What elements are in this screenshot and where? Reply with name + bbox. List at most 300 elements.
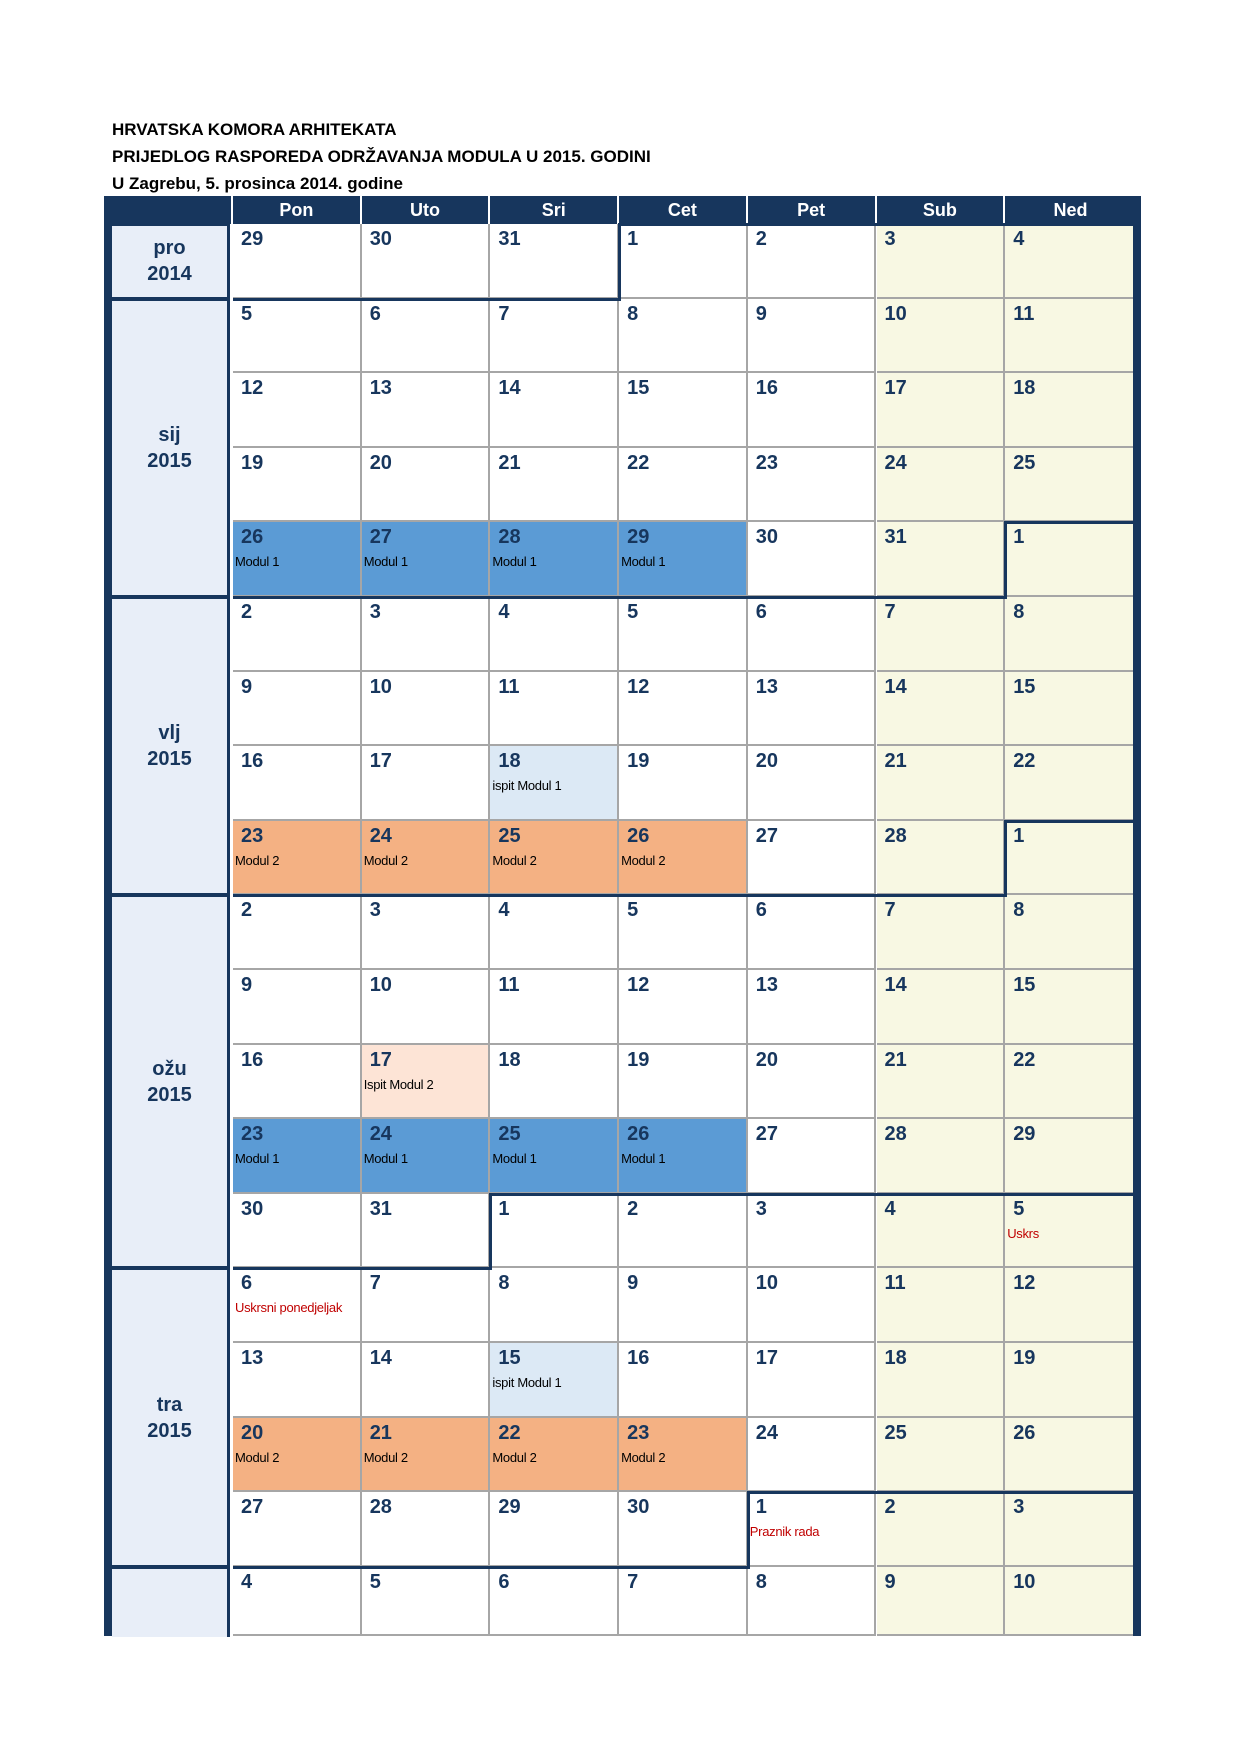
day-cell bbox=[362, 299, 491, 374]
day-number: 17 bbox=[369, 750, 392, 773]
day-cell bbox=[362, 1343, 491, 1418]
day-number: 3 bbox=[1013, 1496, 1025, 1519]
day-cell bbox=[877, 373, 1006, 448]
day-cell bbox=[1005, 821, 1133, 896]
day-cell bbox=[233, 448, 362, 523]
day-number: 22 bbox=[627, 451, 650, 474]
day-number: 29 bbox=[1013, 1123, 1036, 1146]
event-note: Modul 1 bbox=[621, 1151, 666, 1167]
day-number: 10 bbox=[369, 675, 392, 698]
day-number: 10 bbox=[884, 302, 907, 325]
day-cell bbox=[748, 1343, 877, 1418]
day-number: 26 bbox=[627, 824, 650, 847]
day-cell bbox=[490, 970, 619, 1045]
month-name: ožu bbox=[152, 1057, 187, 1080]
day-number: 8 bbox=[1013, 601, 1025, 623]
day-cell bbox=[1005, 672, 1133, 747]
day-cell bbox=[362, 1119, 491, 1194]
day-number: 10 bbox=[1013, 1570, 1036, 1593]
day-cell bbox=[619, 895, 748, 970]
month-year: 2015 bbox=[147, 449, 192, 472]
day-number: 4 bbox=[498, 899, 510, 922]
event-note: Modul 2 bbox=[492, 1449, 537, 1465]
month-year: 2015 bbox=[147, 1419, 192, 1442]
day-number: 6 bbox=[369, 302, 381, 325]
day-cell bbox=[362, 373, 491, 448]
day-cell bbox=[619, 1194, 748, 1269]
day-number: 26 bbox=[241, 526, 264, 549]
day-cell bbox=[233, 224, 362, 299]
day-number: 30 bbox=[369, 228, 392, 250]
day-number: 31 bbox=[369, 1197, 392, 1220]
day-cell bbox=[748, 1492, 877, 1567]
event-note: Modul 1 bbox=[492, 554, 537, 570]
day-cell bbox=[877, 1492, 1006, 1567]
day-cell bbox=[619, 746, 748, 821]
day-number: 23 bbox=[627, 1421, 650, 1444]
day-number: 24 bbox=[369, 1123, 392, 1146]
day-cell bbox=[619, 1268, 748, 1343]
day-number: 22 bbox=[1013, 750, 1036, 773]
day-cell bbox=[362, 1194, 491, 1269]
day-number: 18 bbox=[884, 1347, 907, 1369]
month-label-1 bbox=[112, 298, 230, 598]
day-cell bbox=[490, 1567, 619, 1636]
day-cell bbox=[748, 1194, 877, 1269]
day-number: 19 bbox=[1013, 1347, 1036, 1369]
day-number: 22 bbox=[498, 1421, 521, 1444]
day-cell bbox=[748, 970, 877, 1045]
event-note: Modul 2 bbox=[235, 1449, 280, 1465]
event-note: Modul 2 bbox=[621, 852, 666, 868]
day-number: 7 bbox=[884, 899, 896, 922]
event-note: Modul 2 bbox=[363, 1449, 408, 1465]
day-cell bbox=[233, 1418, 362, 1493]
month-boundary-4 bbox=[747, 1491, 750, 1569]
day-number: 5 bbox=[241, 302, 253, 325]
month-boundary-0 bbox=[233, 298, 619, 301]
month-label-3 bbox=[112, 894, 230, 1269]
day-number: 26 bbox=[627, 1123, 650, 1146]
day-cell bbox=[748, 597, 877, 672]
day-cell bbox=[490, 1194, 619, 1269]
day-number: 13 bbox=[241, 1347, 264, 1369]
month-year: 2015 bbox=[147, 748, 192, 771]
calendar-grid bbox=[104, 196, 1141, 1636]
event-note: Modul 1 bbox=[492, 1151, 537, 1167]
day-cell bbox=[233, 1045, 362, 1120]
day-number: 8 bbox=[498, 1272, 510, 1295]
event-note: Modul 2 bbox=[363, 852, 408, 868]
day-number: 12 bbox=[627, 675, 650, 698]
day-cell bbox=[362, 970, 491, 1045]
holiday-note: Uskrs bbox=[1007, 1225, 1039, 1241]
day-cell bbox=[233, 1268, 362, 1343]
month-name: vlj bbox=[158, 722, 181, 745]
month-boundary-2 bbox=[233, 894, 1005, 897]
grid-left-border bbox=[104, 196, 112, 1636]
event-note: Modul 2 bbox=[235, 852, 280, 868]
weekday-6: Ned bbox=[1003, 196, 1136, 224]
day-number: 9 bbox=[241, 675, 253, 698]
day-cell bbox=[619, 1418, 748, 1493]
day-cell bbox=[1005, 1268, 1133, 1343]
day-cell bbox=[619, 299, 748, 374]
event-note: ispit Modul 1 bbox=[492, 778, 562, 794]
day-cell bbox=[748, 672, 877, 747]
day-cell bbox=[362, 746, 491, 821]
event-note: Modul 2 bbox=[621, 1449, 666, 1465]
event-note: ispit Modul 1 bbox=[492, 1375, 562, 1390]
day-number: 20 bbox=[755, 1048, 779, 1071]
day-number: 2 bbox=[755, 228, 767, 250]
day-cell bbox=[877, 895, 1006, 970]
day-number: 3 bbox=[755, 1197, 767, 1220]
day-cell bbox=[490, 597, 619, 672]
day-cell bbox=[490, 821, 619, 896]
day-cell bbox=[619, 522, 748, 597]
day-cell bbox=[748, 448, 877, 523]
day-number: 14 bbox=[884, 675, 907, 698]
day-number: 11 bbox=[1013, 302, 1035, 325]
day-cell bbox=[877, 1567, 1006, 1636]
day-number: 6 bbox=[241, 1272, 253, 1295]
document-heading bbox=[112, 116, 651, 197]
day-cell bbox=[748, 1567, 877, 1636]
month-year: 2014 bbox=[147, 263, 192, 286]
month-label-4 bbox=[112, 1267, 230, 1567]
day-number: 5 bbox=[627, 899, 639, 922]
day-number: 13 bbox=[755, 675, 779, 698]
day-number: 4 bbox=[1013, 228, 1025, 250]
day-number: 7 bbox=[627, 1570, 639, 1593]
day-number: 4 bbox=[241, 1570, 253, 1593]
month-boundary-2 bbox=[1005, 820, 1133, 823]
day-cell bbox=[619, 597, 748, 672]
day-cell bbox=[1005, 970, 1133, 1045]
day-number: 10 bbox=[369, 974, 392, 996]
day-number: 31 bbox=[884, 526, 907, 549]
day-number: 4 bbox=[884, 1197, 896, 1220]
day-number: 16 bbox=[241, 750, 264, 773]
day-number: 16 bbox=[627, 1347, 650, 1369]
day-cell bbox=[490, 672, 619, 747]
weekday-3: Cet bbox=[617, 196, 746, 224]
day-cell bbox=[362, 1045, 491, 1120]
day-number: 20 bbox=[755, 750, 779, 773]
day-cell bbox=[619, 672, 748, 747]
day-cell bbox=[362, 224, 491, 299]
day-cell bbox=[877, 821, 1006, 896]
day-cell bbox=[490, 1119, 619, 1194]
day-number: 2 bbox=[241, 601, 253, 623]
day-number: 28 bbox=[884, 1123, 907, 1146]
day-number: 27 bbox=[369, 526, 392, 549]
day-number: 25 bbox=[1013, 451, 1036, 474]
day-cell bbox=[619, 1343, 748, 1418]
day-cell bbox=[748, 224, 877, 299]
event-note: Modul 1 bbox=[363, 1151, 408, 1167]
day-number: 30 bbox=[755, 526, 779, 549]
day-number: 8 bbox=[1013, 899, 1025, 922]
day-number: 3 bbox=[369, 899, 381, 922]
day-number: 3 bbox=[369, 601, 381, 623]
day-number: 25 bbox=[498, 824, 521, 847]
day-cell bbox=[1005, 373, 1133, 448]
day-cell bbox=[877, 1194, 1006, 1269]
day-cell bbox=[233, 1567, 362, 1636]
day-number: 9 bbox=[241, 974, 253, 996]
day-cell bbox=[748, 1119, 877, 1194]
day-cell bbox=[1005, 1119, 1133, 1194]
day-number: 29 bbox=[241, 228, 264, 250]
day-number: 19 bbox=[627, 1048, 650, 1071]
day-cell bbox=[233, 1194, 362, 1269]
weekday-4: Pet bbox=[746, 196, 875, 224]
day-cell bbox=[1005, 299, 1133, 374]
day-number: 9 bbox=[627, 1272, 639, 1295]
day-cell bbox=[1005, 746, 1133, 821]
month-boundary-1 bbox=[233, 596, 1005, 599]
day-cell bbox=[490, 373, 619, 448]
day-number: 2 bbox=[241, 899, 253, 922]
day-cell bbox=[619, 224, 748, 299]
day-number: 8 bbox=[755, 1570, 767, 1593]
day-cell bbox=[490, 1045, 619, 1120]
day-cell bbox=[748, 821, 877, 896]
day-cell bbox=[877, 672, 1006, 747]
day-cell bbox=[619, 1492, 748, 1567]
day-number: 10 bbox=[755, 1272, 779, 1295]
day-cell bbox=[362, 522, 491, 597]
day-cell bbox=[748, 299, 877, 374]
month-boundary-3 bbox=[490, 1193, 1133, 1196]
event-note: Modul 1 bbox=[235, 554, 280, 570]
day-cell bbox=[1005, 1492, 1133, 1567]
day-cell bbox=[877, 1268, 1006, 1343]
day-number: 30 bbox=[241, 1197, 264, 1220]
day-number: 25 bbox=[884, 1421, 907, 1444]
day-number: 27 bbox=[241, 1496, 264, 1519]
day-number: 9 bbox=[755, 302, 767, 325]
day-number: 3 bbox=[884, 228, 896, 250]
day-cell bbox=[490, 746, 619, 821]
day-number: 4 bbox=[498, 601, 510, 623]
day-cell bbox=[1005, 1567, 1133, 1636]
day-number: 21 bbox=[498, 451, 521, 474]
day-number: 19 bbox=[241, 451, 264, 474]
event-note: Ispit Modul 2 bbox=[363, 1076, 434, 1092]
day-cell bbox=[362, 821, 491, 896]
day-cell bbox=[362, 1418, 491, 1493]
day-number: 30 bbox=[627, 1496, 650, 1519]
day-cell bbox=[619, 821, 748, 896]
day-number: 6 bbox=[755, 899, 767, 922]
day-number: 22 bbox=[1013, 1048, 1036, 1071]
day-cell bbox=[877, 299, 1006, 374]
month-year: 2015 bbox=[147, 1083, 192, 1106]
day-number: 7 bbox=[369, 1272, 381, 1295]
day-cell bbox=[490, 1343, 619, 1418]
day-cell bbox=[619, 448, 748, 523]
day-number: 27 bbox=[755, 824, 779, 847]
day-cell bbox=[619, 1045, 748, 1120]
month-label-5 bbox=[112, 1566, 230, 1637]
day-number: 21 bbox=[369, 1421, 392, 1444]
day-cell bbox=[619, 1119, 748, 1194]
day-number: 14 bbox=[369, 1347, 392, 1369]
holiday-note: Uskrsni ponedjeljak bbox=[235, 1300, 343, 1316]
day-number: 29 bbox=[627, 526, 650, 549]
day-cell bbox=[877, 522, 1006, 597]
day-number: 14 bbox=[498, 377, 521, 400]
day-cell bbox=[877, 746, 1006, 821]
day-cell bbox=[362, 895, 491, 970]
day-number: 15 bbox=[627, 377, 650, 400]
month-boundary-3 bbox=[489, 1193, 492, 1271]
day-number: 12 bbox=[241, 377, 264, 400]
month-name: sij bbox=[158, 423, 181, 446]
day-number: 7 bbox=[884, 601, 896, 623]
day-number: 26 bbox=[1013, 1421, 1036, 1444]
month-boundary-2 bbox=[1004, 820, 1007, 898]
day-number: 24 bbox=[369, 824, 392, 847]
day-number: 15 bbox=[1013, 675, 1036, 698]
day-number: 18 bbox=[498, 750, 521, 773]
day-cell bbox=[748, 1268, 877, 1343]
month-boundary-4 bbox=[233, 1566, 748, 1569]
day-cell bbox=[362, 1492, 491, 1567]
day-number: 7 bbox=[498, 302, 510, 325]
day-cell bbox=[1005, 1343, 1133, 1418]
day-cell bbox=[1005, 597, 1133, 672]
event-note: Modul 1 bbox=[235, 1151, 280, 1167]
day-cell bbox=[1005, 224, 1133, 299]
day-number: 13 bbox=[369, 377, 392, 400]
weekday-5: Sub bbox=[875, 196, 1004, 224]
day-number: 15 bbox=[498, 1347, 521, 1369]
day-cell bbox=[1005, 448, 1133, 523]
day-number: 28 bbox=[884, 824, 907, 847]
month-name: pro bbox=[153, 237, 186, 260]
day-number: 12 bbox=[1013, 1272, 1036, 1295]
day-cell bbox=[233, 746, 362, 821]
month-boundary-1 bbox=[1005, 521, 1133, 524]
day-number: 23 bbox=[241, 824, 264, 847]
month-boundary-4 bbox=[748, 1491, 1133, 1494]
day-number: 18 bbox=[1013, 377, 1036, 400]
month-boundary-1 bbox=[1004, 521, 1007, 599]
day-cell bbox=[877, 1418, 1006, 1493]
day-cell bbox=[233, 1343, 362, 1418]
day-cell bbox=[233, 1492, 362, 1567]
day-cell bbox=[877, 597, 1006, 672]
day-cell bbox=[233, 299, 362, 374]
weekday-0: Pon bbox=[231, 196, 360, 224]
day-number: 1 bbox=[755, 1496, 767, 1519]
day-cell bbox=[748, 522, 877, 597]
day-number: 5 bbox=[1013, 1197, 1025, 1220]
day-cell bbox=[619, 970, 748, 1045]
grid-right-border bbox=[1133, 196, 1141, 1636]
day-number: 1 bbox=[498, 1197, 510, 1220]
day-cell bbox=[877, 448, 1006, 523]
schedule-title: PRIJEDLOG RASPOREDA ODRŽAVANJA MODULA U 2015. GODINI bbox=[112, 147, 651, 166]
weekday-header bbox=[104, 196, 1141, 224]
day-cell bbox=[233, 522, 362, 597]
weekday-2: Sri bbox=[488, 196, 617, 224]
day-number: 1 bbox=[1013, 824, 1025, 847]
day-number: 29 bbox=[498, 1496, 521, 1519]
day-number: 21 bbox=[884, 750, 907, 773]
day-cell bbox=[1005, 1194, 1133, 1269]
day-number: 11 bbox=[884, 1272, 906, 1295]
day-cell bbox=[233, 597, 362, 672]
month-boundary-3 bbox=[233, 1267, 490, 1270]
weekday-1: Uto bbox=[360, 196, 489, 224]
day-number: 1 bbox=[627, 228, 639, 250]
day-cell bbox=[233, 821, 362, 896]
day-cell bbox=[1005, 895, 1133, 970]
day-number: 6 bbox=[498, 1570, 510, 1593]
day-number: 25 bbox=[498, 1123, 521, 1146]
day-number: 16 bbox=[241, 1048, 264, 1071]
day-cell bbox=[490, 1418, 619, 1493]
day-number: 20 bbox=[369, 451, 392, 474]
day-cell bbox=[490, 224, 619, 299]
day-cell bbox=[877, 970, 1006, 1045]
day-cell bbox=[877, 224, 1006, 299]
month-name: tra bbox=[156, 1393, 183, 1416]
month-label-2 bbox=[112, 596, 230, 896]
day-cell bbox=[233, 373, 362, 448]
day-number: 5 bbox=[627, 601, 639, 623]
day-number: 16 bbox=[755, 377, 779, 400]
day-cell bbox=[748, 1418, 877, 1493]
day-cell bbox=[877, 1343, 1006, 1418]
day-number: 2 bbox=[884, 1496, 896, 1519]
day-number: 24 bbox=[884, 451, 907, 474]
day-number: 21 bbox=[884, 1048, 907, 1071]
day-number: 27 bbox=[755, 1123, 779, 1146]
day-cell bbox=[877, 1119, 1006, 1194]
day-number: 11 bbox=[498, 974, 520, 996]
day-cell bbox=[619, 1567, 748, 1636]
day-cell bbox=[362, 448, 491, 523]
day-number: 28 bbox=[369, 1496, 392, 1519]
holiday-note: Praznik rada bbox=[749, 1524, 820, 1540]
day-number: 8 bbox=[627, 302, 639, 325]
month-boundary-0 bbox=[618, 223, 621, 301]
day-number: 31 bbox=[498, 228, 521, 250]
day-number: 2 bbox=[627, 1197, 639, 1220]
day-cell bbox=[362, 1567, 491, 1636]
month-boundary-0 bbox=[619, 223, 1133, 226]
day-number: 23 bbox=[755, 451, 779, 474]
day-number: 20 bbox=[241, 1421, 264, 1444]
day-number: 12 bbox=[627, 974, 650, 996]
day-number: 19 bbox=[627, 750, 650, 773]
day-cell bbox=[490, 299, 619, 374]
day-cell bbox=[1005, 1418, 1133, 1493]
day-cell bbox=[233, 895, 362, 970]
day-number: 18 bbox=[498, 1048, 521, 1071]
day-cell bbox=[748, 746, 877, 821]
day-number: 15 bbox=[1013, 974, 1036, 996]
org-title: HRVATSKA KOMORA ARHITEKATA bbox=[112, 120, 397, 139]
day-cell bbox=[490, 448, 619, 523]
day-number: 5 bbox=[369, 1570, 381, 1593]
